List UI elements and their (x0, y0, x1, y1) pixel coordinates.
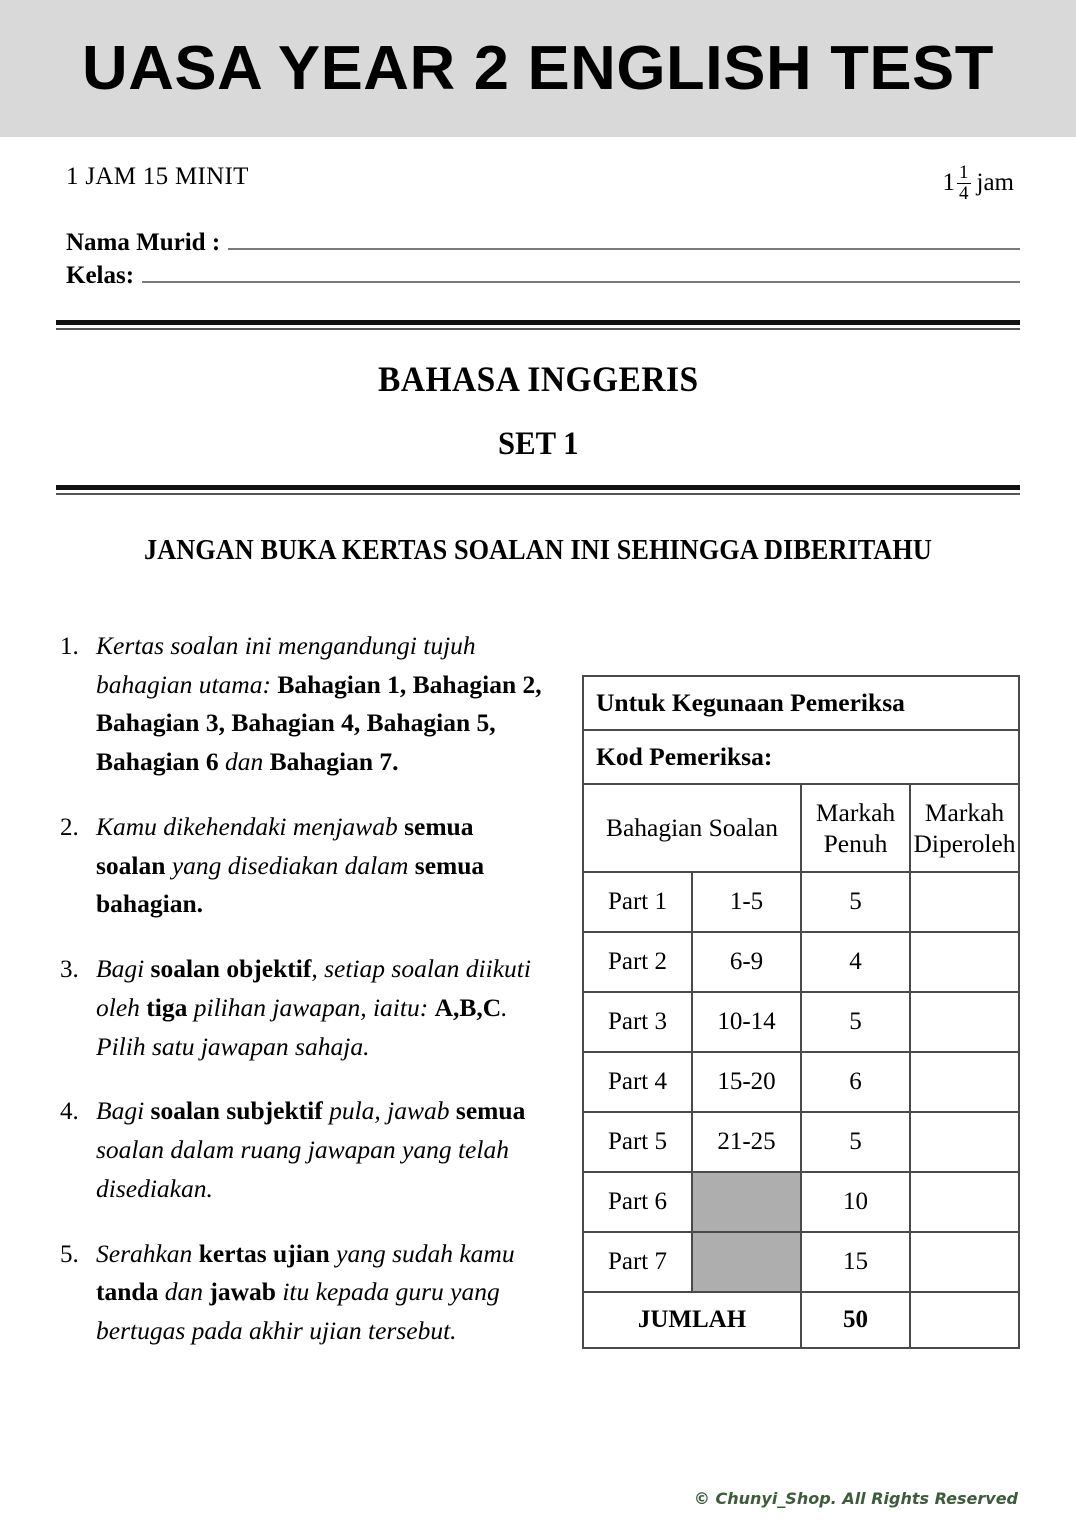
row-part: Part 3 (583, 992, 692, 1052)
name-field-row (66, 228, 1020, 257)
row-full-marks: 6 (801, 1052, 910, 1112)
row-questions-shaded (692, 1172, 801, 1232)
row-part: Part 7 (583, 1232, 692, 1292)
list-item (60, 627, 542, 782)
column-header-obtained (910, 784, 1019, 872)
list-item-text: Serahkan kertas ujian yang sudah kamu tanda dan jawab itu kepada guru yang bertugas pada akhir ujian tersebut. (96, 1238, 515, 1346)
divider-bottom (56, 485, 1020, 495)
list-item-number: 4. (60, 1098, 79, 1126)
column-header-section: Bahagian Soalan (583, 784, 801, 872)
examiner-code-label[interactable]: Kod Pemeriksa: (583, 730, 1019, 784)
divider-top (56, 320, 1020, 330)
list-item (60, 950, 542, 1066)
table-row (583, 932, 1019, 992)
subject-set: SET 1 (497, 425, 579, 462)
list-item-number: 3. (60, 956, 79, 984)
row-full-marks: 15 (801, 1232, 910, 1292)
list-item (60, 1235, 542, 1351)
table-total-row (583, 1292, 1019, 1348)
fraction-numerator: 1 (959, 162, 969, 183)
name-input-line[interactable] (228, 228, 1020, 250)
list-item-text: Bagi soalan subjektif pula, jawab semua soalan dalam ruang jawapan yang telah disediakan. (96, 1096, 526, 1203)
row-questions: 1-5 (692, 872, 801, 932)
duration-fraction (943, 163, 1015, 204)
row-obtained-marks[interactable] (910, 992, 1019, 1052)
table-row (583, 1052, 1019, 1112)
duration-unit: jam (976, 169, 1014, 197)
duration-row (56, 163, 1020, 204)
row-obtained-marks[interactable] (910, 1172, 1019, 1232)
mixed-fraction (943, 163, 971, 204)
content-area (56, 627, 1020, 1377)
list-item-number: 2. (60, 813, 79, 841)
table-row (583, 676, 1019, 730)
fraction-whole: 1 (942, 169, 955, 197)
row-questions: 6-9 (692, 932, 801, 992)
total-label: JUMLAH (583, 1292, 801, 1348)
fraction (957, 163, 971, 204)
table-row (583, 992, 1019, 1052)
student-fields (56, 228, 1020, 290)
row-obtained-marks[interactable] (910, 1052, 1019, 1112)
subject-name: BAHASA INGGERIS (377, 358, 699, 399)
page-title: UASA YEAR 2 ENGLISH TEST (82, 33, 994, 103)
list-item (60, 1092, 542, 1208)
row-obtained-marks[interactable] (910, 1112, 1019, 1172)
row-obtained-marks[interactable] (910, 872, 1019, 932)
subject-block (56, 358, 1020, 463)
list-item-number: 1. (60, 632, 79, 660)
row-part: Part 4 (583, 1052, 692, 1112)
table-row (583, 1112, 1019, 1172)
class-input-line[interactable] (142, 261, 1020, 283)
list-item-text: Bagi soalan objektif, setiap soalan diikuti oleh tiga pilihan jawapan, iaitu: A,B,C. Pilih satu jawapan sahaja. (96, 954, 531, 1061)
do-not-open-warning: JANGAN BUKA KERTAS SOALAN INI SEHINGGA DIBERITAHU (144, 534, 932, 566)
marks-table (582, 675, 1020, 1349)
row-full-marks: 5 (801, 992, 910, 1052)
table-row (583, 872, 1019, 932)
marks-table-body (583, 676, 1019, 1348)
row-part: Part 5 (583, 1112, 692, 1172)
row-full-marks: 4 (801, 932, 910, 992)
table-row (583, 730, 1019, 784)
total-obtained-marks[interactable] (910, 1292, 1019, 1348)
table-header-row (583, 784, 1019, 872)
duration-text: 1 JAM 15 MINIT (66, 163, 249, 190)
list-item-text: Kamu dikehendaki menjawab semua soalan yang disediakan dalam semua bahagian. (96, 811, 485, 919)
row-questions: 15-20 (692, 1052, 801, 1112)
table-row (583, 1232, 1019, 1292)
table-row (583, 1172, 1019, 1232)
row-part: Part 1 (583, 872, 692, 932)
full-marks-line2: Penuh (823, 828, 888, 858)
total-full-marks: 50 (801, 1292, 910, 1348)
class-field-row (66, 261, 1020, 290)
instructions-list (56, 627, 542, 1377)
name-field-label: Nama Murid : (66, 228, 221, 256)
row-questions: 21-25 (692, 1112, 801, 1172)
row-obtained-marks[interactable] (910, 932, 1019, 992)
row-questions: 10-14 (692, 992, 801, 1052)
footer-copyright: © Chunyi_Shop. All Rights Reserved (693, 1489, 1018, 1508)
full-marks-line1: Markah (815, 797, 896, 827)
marks-table-title: Untuk Kegunaan Pemeriksa (583, 676, 1019, 730)
obtained-line1: Markah (924, 797, 1005, 827)
list-item (60, 808, 542, 924)
fraction-denominator: 4 (959, 182, 969, 204)
row-obtained-marks[interactable] (910, 1232, 1019, 1292)
list-item-text: Kertas soalan ini mengandungi tujuh bahagian utama: Bahagian 1, Bahagian 2, Bahagian 3, Bahagian 4, Bahagian 5, Bahagian 6 dan Bahagian 7. (96, 630, 542, 777)
marks-table-wrapper (582, 675, 1020, 1349)
row-questions-shaded (692, 1232, 801, 1292)
header-banner (0, 0, 1076, 137)
row-full-marks: 5 (801, 1112, 910, 1172)
column-header-full-marks (801, 784, 910, 872)
list-item-number: 5. (60, 1240, 79, 1268)
row-part: Part 2 (583, 932, 692, 992)
class-field-label: Kelas: (66, 261, 135, 289)
row-full-marks: 5 (801, 872, 910, 932)
obtained-line2: Diperoleh (913, 828, 1016, 858)
page-body (0, 163, 1076, 1377)
row-full-marks: 10 (801, 1172, 910, 1232)
row-part: Part 6 (583, 1172, 692, 1232)
